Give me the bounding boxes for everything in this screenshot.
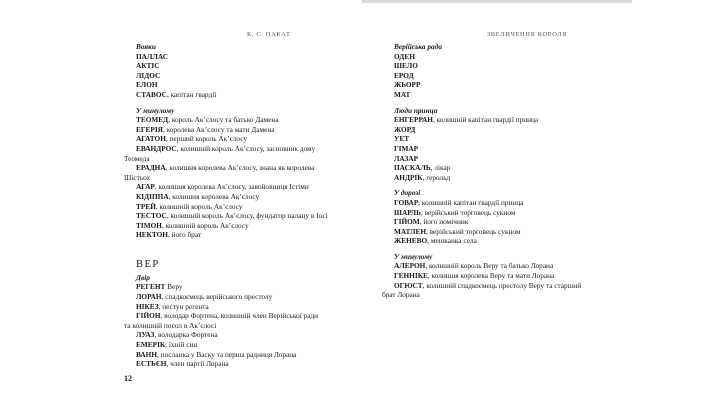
name-entry: МАТ [394, 89, 411, 99]
name-entry: ШЕЛО [394, 61, 418, 71]
entry-desc: , колишній король Ак’єлосу [155, 201, 243, 211]
name-entry [136, 230, 328, 240]
spacer [136, 240, 328, 258]
entry-name: ПАСКАЛЬ [394, 163, 431, 173]
name-entry-continuation [382, 290, 581, 300]
entry-name: КІДІППА [136, 191, 169, 201]
entry-desc: , член партії Лорана [166, 359, 229, 369]
top-edge-shadow [362, 0, 632, 3]
entry-desc: , колишня королева Ак’єлосу, знана як королева [165, 163, 315, 173]
entry-name: ГІЙОН [136, 311, 161, 321]
entry-desc: , володар Фортена, колишній член Верійської ради [160, 311, 319, 321]
name-entry [394, 144, 581, 154]
entry-name: ЕСТЬЄН [136, 359, 167, 369]
name-entry [136, 302, 328, 312]
section-heading-past-right: У минулому [394, 251, 433, 261]
entry-desc: , їхній син [165, 340, 198, 350]
entry-name: ЛОРАН [136, 292, 162, 302]
name-entry: ЛІДОС [136, 70, 161, 80]
name-entry [136, 340, 328, 350]
entry-name: ЕРАДНА [136, 163, 166, 173]
entry-desc: , спадкоємець верійського престолу [161, 292, 273, 302]
name-entry [136, 282, 328, 292]
entry-desc: Шістьох [124, 172, 151, 182]
running-head-left: К. С. ПАКАТ [247, 31, 291, 38]
name-entry: АКТІС [136, 61, 160, 71]
entry-name: ЖЕНЕВО [394, 236, 428, 246]
entry-name: МАТЛЕН [394, 226, 426, 236]
entry-desc: , колишній спадкоємець престолу Веру та старший [422, 280, 582, 290]
entry-name: РЕГЕНТ [136, 282, 166, 292]
name-entry [136, 211, 328, 221]
name-entry [136, 125, 328, 135]
name-entry [136, 192, 328, 202]
entry-desc: , колишня королева Веру та мати Лорана [427, 271, 555, 281]
name-entry [136, 292, 328, 302]
entry-desc: , колишня королева Ак’єлосу [168, 191, 260, 201]
entry-desc: , колишній король Ак’єлосу [161, 220, 249, 230]
running-head-right: ЗВЕЛИЧЕННЯ КОРОЛЯ [487, 31, 567, 38]
name-entry-continuation [124, 173, 328, 183]
entry-desc: , колишня королева Ак’єлосу, завойовниця Істіми [154, 182, 309, 192]
entry-desc: , володарка Фортена [154, 330, 218, 340]
name-entry [136, 202, 328, 212]
name-entry: ПАЛЛАС [136, 51, 168, 61]
entry-desc: , перший король Ак’єлосу [165, 134, 248, 144]
entry-name: ЖОРД [394, 124, 416, 134]
name-entry [394, 227, 581, 237]
entry-name: АГАТОН [136, 134, 166, 144]
name-entry [136, 359, 328, 369]
name-entry [394, 163, 581, 173]
entry-name: ТЕОМЕД [136, 115, 169, 125]
entry-name: ЕВАНДРОС [136, 143, 177, 153]
entry-name: АНДРІК [394, 172, 423, 182]
entry-name: ТРЕЙ [136, 201, 156, 211]
entry-name: УЕТ [394, 134, 410, 144]
entry-desc: , королева Ак’єлосу та мати Дамена [162, 124, 275, 134]
name-entry [394, 134, 581, 144]
name-entry [136, 134, 328, 144]
name-entry-continuation [124, 154, 328, 164]
entry-desc: , верійський торговець сукном [426, 226, 521, 236]
section-heading-voyaky: Вояки [136, 42, 156, 51]
name-entry [136, 221, 328, 231]
entry-name: ОГЮСТ [394, 280, 423, 290]
name-entry [394, 173, 581, 183]
entry-name: ЕГЕРІЯ [136, 124, 163, 134]
entry-name: НІКЕЗ [136, 301, 159, 311]
entry-desc: , король Ак’єлосу та батько Дамена [168, 115, 279, 125]
entry-name: ШАРЛЬ [394, 207, 421, 217]
entry-desc: , його брат [167, 230, 202, 240]
entry-desc: , пестун регента [158, 301, 209, 311]
name-entry [394, 281, 581, 291]
entry-name: АЛЕРОН [394, 261, 426, 271]
entry-desc: , його помічник [419, 217, 469, 227]
page-number: 12 [124, 374, 132, 383]
entry-desc: , лікар [430, 163, 451, 173]
entry-name: ГІМАР [394, 143, 419, 153]
entry-desc: Теомеда [124, 153, 150, 163]
section-heading-council: Верійська рада [394, 42, 442, 51]
name-entry [394, 208, 581, 218]
entry-desc: Веру [165, 282, 183, 292]
entry-desc: , колишній капітан гвардії принца [432, 115, 539, 125]
entry-name: НЕКТОН [136, 230, 168, 240]
entry-name: ТЕСТОС [136, 211, 167, 221]
entry-name: ЛУАЗ [136, 330, 155, 340]
entry-name: ЕМЕРІК [136, 340, 166, 350]
name-entry [394, 115, 581, 125]
entry-name: ГЕННІКЕ [394, 271, 428, 281]
name-entry: ОДЕН [394, 51, 415, 61]
name-entry: ЕРОД [394, 70, 414, 80]
entry-desc: , посланка у Васку та перша радниця Лорана [157, 349, 297, 359]
entry-name: АГАР [136, 182, 155, 192]
entry-desc: , герольд [422, 172, 451, 182]
name-entry [394, 154, 581, 164]
section-heading-road: У дорозі [394, 188, 421, 198]
entry-desc: та колишній посол в Ак’єлосі [124, 320, 217, 330]
name-entry [136, 90, 328, 100]
entry-desc: , колишній король Ак’єлосу, фундатор палацу в Іосі [166, 211, 328, 221]
entry-name: ТІМОН [136, 220, 162, 230]
section-heading-dvir: Двір [136, 272, 150, 282]
name-entry-continuation [124, 321, 328, 331]
entry-desc: , капітан гвардії [166, 89, 217, 99]
entry-name: ЕНГЕРРАН [394, 115, 433, 125]
name-entry [394, 217, 581, 227]
name-entry [136, 144, 328, 154]
entry-name: ГІЙОМ [394, 217, 420, 227]
entry-desc: , колишній король Веру та батько Лорана [425, 261, 554, 271]
name-entry [394, 125, 581, 135]
name-entry: ЕЛОН [136, 80, 158, 90]
entry-desc: брат Лорана [382, 290, 420, 300]
name-entry [136, 350, 328, 360]
entry-desc: , колишній капітан гвардії принца [418, 197, 524, 207]
name-entry [394, 198, 581, 208]
right-column [382, 42, 582, 300]
name-entry [394, 236, 581, 246]
entry-desc: , верійський торговець сукном [420, 207, 516, 217]
name-entry [394, 271, 581, 281]
entry-name: СТАВОС [136, 89, 167, 99]
left-column [124, 42, 328, 369]
entry-name: ЛАЗАР [394, 153, 419, 163]
name-entry [136, 115, 328, 125]
entry-name: ГОВАР [394, 197, 419, 207]
entry-desc: , колишній король Ак’єлосу, засновник дому [176, 143, 316, 153]
name-entry [136, 330, 328, 340]
name-entry [136, 163, 328, 173]
name-entry [136, 182, 328, 192]
section-heading-past: У минулому [136, 105, 175, 115]
section-heading-prince: Люди принца [394, 105, 438, 115]
entry-name: ВАНН [136, 349, 158, 359]
name-entry [136, 311, 328, 321]
name-entry [394, 261, 581, 271]
section-title-ver: ВЕР [136, 258, 160, 270]
entry-desc: , мешканка села [427, 236, 477, 246]
name-entry: ЖЬОРР [394, 80, 421, 90]
